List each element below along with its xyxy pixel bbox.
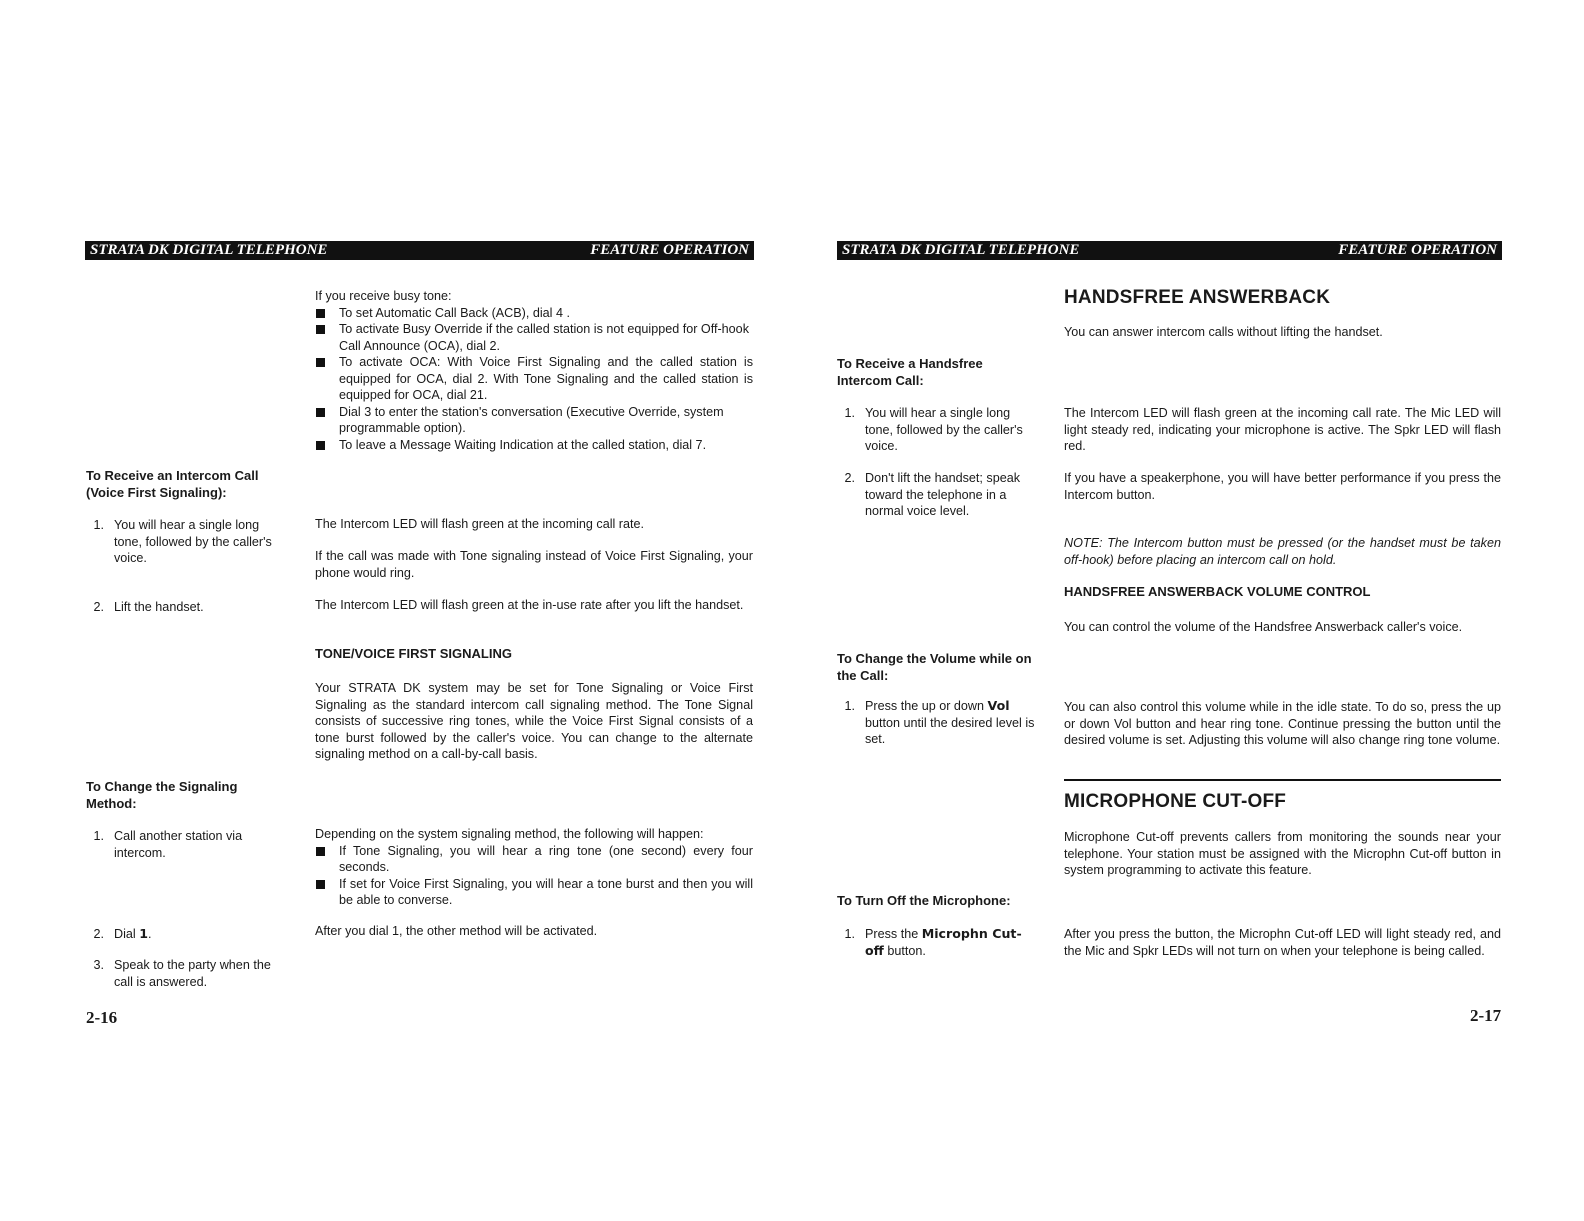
header-section: FEATURE OPERATION: [1338, 242, 1497, 258]
microphn-cutoff-key: Microphn Cut-off: [865, 926, 1022, 958]
page-number: 2-16: [86, 1008, 118, 1027]
change-signaling-heading: To Change the Signaling Method:: [86, 779, 238, 811]
page-number: 2-17: [1470, 1006, 1502, 1025]
header-title: STRATA DK DIGITAL TELEPHONE: [842, 242, 1080, 258]
handsfree-receive-heading: To Receive a Handsfree Intercom Call:: [837, 356, 983, 388]
change-desc-intro: Depending on the system signaling method, the following will happen:: [315, 827, 704, 841]
handsfree-desc-2: If you have a speakerphone, you will have better performance if you press the Intercom button.: [1064, 471, 1501, 502]
change-volume-heading: To Change the Volume while on the Call:: [837, 651, 1032, 683]
microphone-intro: Microphone Cut-off prevents callers from monitoring the sounds near your telephone. Your station must be assigned with the Microphn Cut-off button in system programming to activate this feature.: [1064, 830, 1501, 877]
list-item: To leave a Message Waiting Indication at the called station, dial 7.: [315, 437, 753, 454]
list-item: If Tone Signaling, you will hear a ring tone (one second) every four seconds.: [315, 843, 753, 876]
header-section: FEATURE OPERATION: [590, 242, 749, 258]
volume-control-heading: HANDSFREE ANSWERBACK VOLUME CONTROL: [1064, 584, 1371, 599]
receive-intercom-heading: To Receive an Intercom Call (Voice First Signaling):: [86, 468, 259, 500]
right-page: STRATA DK DIGITAL TELEPHONE FEATURE OPERATION HANDSFREE ANSWERBACK You can answer intercom calls without lifting the handset. To Receive a Handsfree Intercom Call: 1. You will hear a single long tone, followed by the caller's voice. The Intercom LED will flash green at the incoming call rate. The Mic LED will light steady red, indicating your microphone is active. The Spkr LED will flash red. 2. Don't lift the handset; speak toward the telephone in a normal voice level. If you have a speakerphone, you will have better performance if you press the Intercom button. NOTE: The Intercom button must be pressed (or the handset must be taken off-hook) before placing an intercom call on hold. HANDSFREE ANSWERBACK VOLUME CONTROL You can control the volume of the Handsfree Answerback caller's voice. To Change the Volume while on the Call: 1. Press the up or down Vol button until the desired level is set. You can also control this volume while in the idle state. To do so, press the up or down Vol button and hear ring tone. Continue pressing the button until the desired volume is set. Adjusting this volume will also change ring tone volume. MICROPHONE CUT-OFF Microphone Cut-off prevents callers from monitoring the sounds near your telephone. Your station must be assigned with the Microphn Cut-off button in system programming to activate this feature. To Turn Off the Microphone: 1. Press the Microphn Cut-off button. After you press the button, the Microphn Cut-off LED will light steady red, and the Mic and Spkr LEDs will not turn on when your telephone is being called. 2-17: [837, 242, 1502, 1025]
handsfree-note: NOTE: The Intercom button must be pressed (or the handset must be taken off-hook) before placing an intercom call on hold.: [1064, 536, 1501, 567]
receive-desc-3: The Intercom LED will flash green at the in-use rate after you lift the handset.: [315, 598, 744, 612]
microphone-cutoff-title: MICROPHONE CUT-OFF: [1064, 791, 1287, 812]
vol-key: Vol: [987, 698, 1010, 713]
list-item: Dial 3 to enter the station's conversation (Executive Override, system programmable option).: [315, 404, 753, 437]
dial-key-1: 1: [139, 926, 148, 941]
handsfree-intro: You can answer intercom calls without lifting the handset.: [1064, 325, 1383, 339]
section-divider: [1064, 779, 1501, 781]
list-item: If set for Voice First Signaling, you will hear a tone burst and then you will be able to converse.: [315, 876, 753, 909]
change-desc-2: After you dial 1, the other method will be activated.: [315, 924, 598, 938]
microphone-desc: After you press the button, the Microphn Cut-off LED will light steady red, and the Mic and Spkr LEDs will not turn on when your telephone is being called.: [1064, 927, 1501, 958]
list-item: To set Automatic Call Back (ACB), dial 4 .: [315, 305, 753, 322]
volume-intro: You can control the volume of the Handsfree Answerback caller's voice.: [1064, 620, 1463, 634]
list-item: To activate Busy Override if the called station is not equipped for Off-hook Call Announce (OCA), dial 2.: [315, 321, 753, 354]
volume-desc: You can also control this volume while in the idle state. To do so, press the up or down Vol button and hear ring tone. Continue pressing the button until the desired volume is set. Adjusting this volume will also change ring tone volume.: [1064, 700, 1501, 747]
busy-tone-block: [315, 288, 753, 453]
right-header-bar: [837, 241, 1502, 260]
receive-desc-2: If the call was made with Tone signaling instead of Voice First Signaling, your phone would ring.: [315, 549, 753, 580]
busy-intro: If you receive busy tone:: [315, 289, 452, 303]
handsfree-desc-1: The Intercom LED will flash green at the incoming call rate. The Mic LED will light steady red, indicating your microphone is active. The Spkr LED will flash red.: [1064, 406, 1501, 453]
left-page: STRATA DK DIGITAL TELEPHONE FEATURE OPERATION If you receive busy tone: To set Automatic Call Back (ACB), dial 4 . To activate Busy Override if the called station is not equipped for Off-hook Call Announce (OCA), dial 2. To activate OCA: With Voice First Signaling and the called station is equipped for OCA, dial 2. With Tone Signaling and the called station is equipped for OCA, dial 21. Dial 3 to enter the station's conversation (Executive Override, system programmable option). To leave a Message Waiting Indication at the called station, dial 7. To Receive an Intercom Call (Voice First Signaling): 1. You will hear a single long tone, followed by the caller's voice. The Intercom LED will flash green at the incoming call rate. If the call was made with Tone signaling instead of Voice First Signaling, your phone would ring. 2. Lift the handset. The Intercom LED will flash green at the in-use rate after you lift the handset. TONE/VOICE FIRST SIGNALING Your STRATA DK system may be set for Tone Signaling or Voice First Signaling as the standard intercom call signaling method. The Tone Signal consists of successive ring tones, while the Voice First Signal consists of a tone burst followed by the caller's voice. You can change to the alternate signaling method on a call-by-call basis. To Change the Signaling Method: 1. Call another station via intercom. Depending on the system signaling method, the following will happen: If Tone Signaling, you will hear a ring tone (one second) every four seconds. If set for Voice First Signaling, you will hear a tone burst and then you will be able to converse. 2. Dial 1. After you dial 1, the other method will be activated. 3. Speak to the party when the call is answered. 2-16: [86, 242, 753, 1027]
left-header-bar: [85, 241, 754, 260]
receive-desc-1: The Intercom LED will flash green at the incoming call rate.: [315, 517, 644, 531]
tone-voice-heading: TONE/VOICE FIRST SIGNALING: [315, 646, 512, 661]
handsfree-answerback-title: HANDSFREE ANSWERBACK: [1064, 287, 1331, 308]
change-desc-block: [315, 826, 753, 909]
turn-off-mic-heading: To Turn Off the Microphone:: [837, 893, 1011, 908]
tone-voice-text: Your STRATA DK system may be set for Tone Signaling or Voice First Signaling as the standard intercom call signaling method. The Tone Signal consists of successive ring tones, while the Voice First Signal consists of a tone burst followed by the caller's voice. You can change to the alternate signaling method on a call-by-call basis.: [315, 681, 753, 761]
list-item: To activate OCA: With Voice First Signaling and the called station is equipped for OCA, dial 2. With Tone Signaling and the called station is equipped for OCA, dial 21.: [315, 354, 753, 404]
header-title: STRATA DK DIGITAL TELEPHONE: [90, 242, 328, 258]
